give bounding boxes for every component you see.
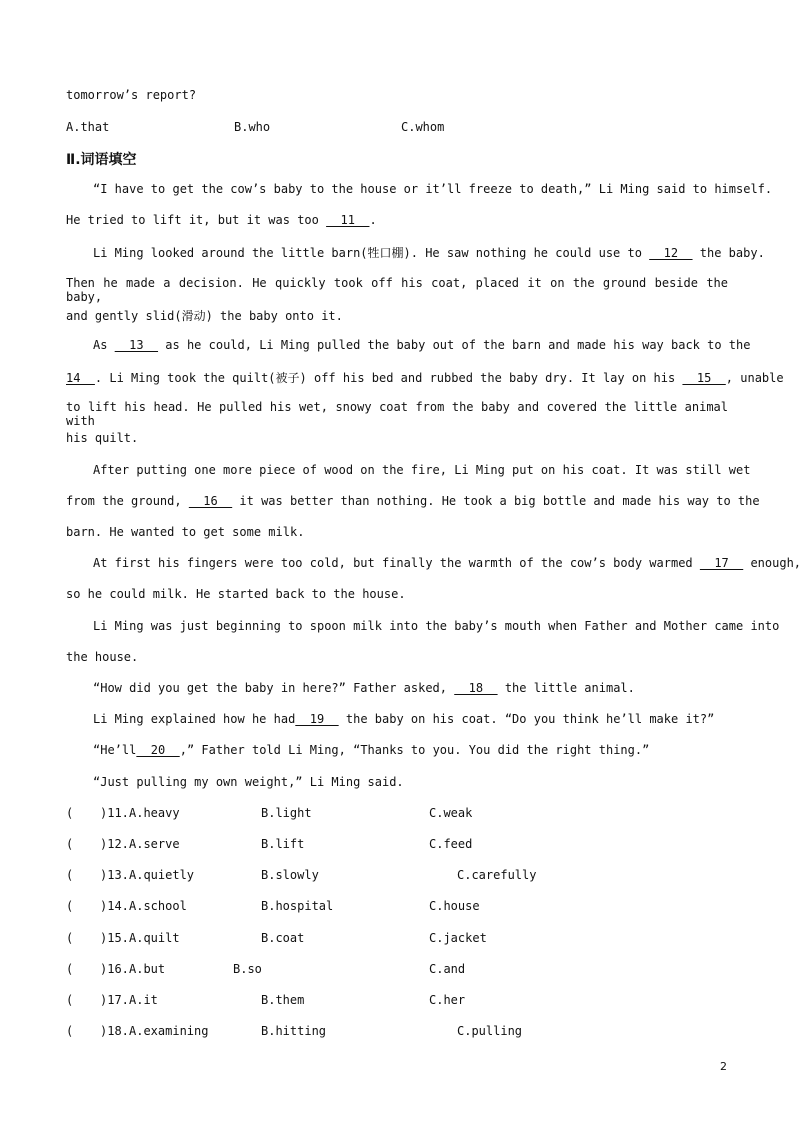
blank-13: 13: [114, 338, 159, 352]
passage-line: “He’ll 20 ,” Father told Li Ming, “Thanks to you. You did the right thing.”: [93, 743, 650, 757]
question-number: )14.: [100, 899, 129, 913]
option-a: A.heavy: [129, 806, 180, 820]
passage-line: Li Ming looked around the little barn(牲口棚). He saw nothing he could use to 12 the baby.: [93, 246, 765, 260]
option-a: A.that: [66, 120, 110, 134]
option-a: A.examining: [129, 1024, 209, 1038]
blank-18: 18: [454, 681, 498, 695]
section-title: Ⅱ.词语填空: [66, 152, 137, 168]
option-b: B.hitting: [261, 1024, 327, 1038]
passage-line: from the ground, 16 it was better than nothing. He took a big bottle and made his way to the: [66, 494, 760, 508]
option-b: B.lift: [261, 837, 305, 851]
blank-16: 16: [188, 494, 233, 508]
blank-15: 15: [682, 371, 726, 385]
option-c: C.her: [429, 993, 466, 1007]
blank-12: 12: [649, 246, 693, 260]
blank-14: 14: [66, 371, 95, 385]
passage-line: “Just pulling my own weight,” Li Ming said.: [93, 775, 404, 789]
passage-line: 14 . Li Ming took the quilt(被子) off his bed and rubbed the baby dry. It lay on his 15 , unable: [66, 371, 784, 385]
blank-20: 20: [136, 743, 180, 757]
answer-paren: (: [66, 899, 74, 913]
option-b: B.light: [261, 806, 312, 820]
option-a: A.serve: [129, 837, 180, 851]
passage-line: his quilt.: [66, 431, 139, 445]
option-c: C.feed: [429, 837, 473, 851]
question-number: )17.: [100, 993, 129, 1007]
passage-line: As 13 as he could, Li Ming pulled the baby out of the barn and made his way back to the: [93, 338, 751, 352]
passage-line: the house.: [66, 650, 139, 664]
option-b: B.coat: [261, 931, 305, 945]
passage-line: Li Ming explained how he had 19 the baby on his coat. “Do you think he’ll make it?”: [93, 712, 715, 726]
blank-17: 17: [699, 556, 744, 570]
option-a: A.school: [129, 899, 187, 913]
option-c: C.house: [429, 899, 480, 913]
answer-paren: (: [66, 1024, 74, 1038]
option-c: C.whom: [401, 120, 445, 134]
passage-line: “I have to get the cow’s baby to the house or it’ll freeze to death,” Li Ming said to himself.: [93, 182, 773, 196]
question-number: )16.: [100, 962, 129, 976]
option-a: A.but: [129, 962, 166, 976]
option-c: C.jacket: [429, 931, 487, 945]
blank-11: 11: [326, 213, 370, 227]
blank-19: 19: [295, 712, 339, 726]
passage-line: barn. He wanted to get some milk.: [66, 525, 305, 539]
question-stem-continuation: tomorrow’s report?: [66, 88, 197, 102]
option-c: C.carefully: [457, 868, 537, 882]
passage-line: Then he made a decision. He quickly took off his coat, placed it on the ground beside the baby,: [66, 276, 728, 304]
answer-paren: (: [66, 837, 74, 851]
passage-line: so he could milk. He started back to the house.: [66, 587, 406, 601]
passage-line: At first his fingers were too cold, but finally the warmth of the cow’s body warmed 17 enough,: [93, 556, 801, 570]
question-number: )15.: [100, 931, 129, 945]
passage-line: He tried to lift it, but it was too 11 .: [66, 213, 377, 227]
answer-paren: (: [66, 806, 74, 820]
passage-line: “How did you get the baby in here?” Father asked, 18 the little animal.: [93, 681, 635, 695]
option-b: B.slowly: [261, 868, 319, 882]
question-number: )18.: [100, 1024, 129, 1038]
passage-line: Li Ming was just beginning to spoon milk into the baby’s mouth when Father and Mother came into: [93, 619, 780, 633]
option-c: C.weak: [429, 806, 473, 820]
option-c: C.and: [429, 962, 466, 976]
answer-paren: (: [66, 993, 74, 1007]
option-a: A.it: [129, 993, 158, 1007]
answer-paren: (: [66, 931, 74, 945]
question-number: )12.: [100, 837, 129, 851]
question-number: )11.: [100, 806, 129, 820]
page-number: 2: [720, 1060, 727, 1073]
answer-paren: (: [66, 962, 74, 976]
answer-paren: (: [66, 868, 74, 882]
option-b: B.them: [261, 993, 305, 1007]
option-b: B.hospital: [261, 899, 334, 913]
option-a: A.quietly: [129, 868, 195, 882]
option-c: C.pulling: [457, 1024, 523, 1038]
passage-line: and gently slid(滑动) the baby onto it.: [66, 309, 343, 323]
question-number: )13.: [100, 868, 129, 882]
option-b: B.who: [234, 120, 271, 134]
option-b: B.so: [233, 962, 262, 976]
passage-line: to lift his head. He pulled his wet, snowy coat from the baby and covered the little animal with: [66, 400, 728, 428]
passage-line: After putting one more piece of wood on the fire, Li Ming put on his coat. It was still wet: [93, 463, 751, 477]
option-a: A.quilt: [129, 931, 180, 945]
